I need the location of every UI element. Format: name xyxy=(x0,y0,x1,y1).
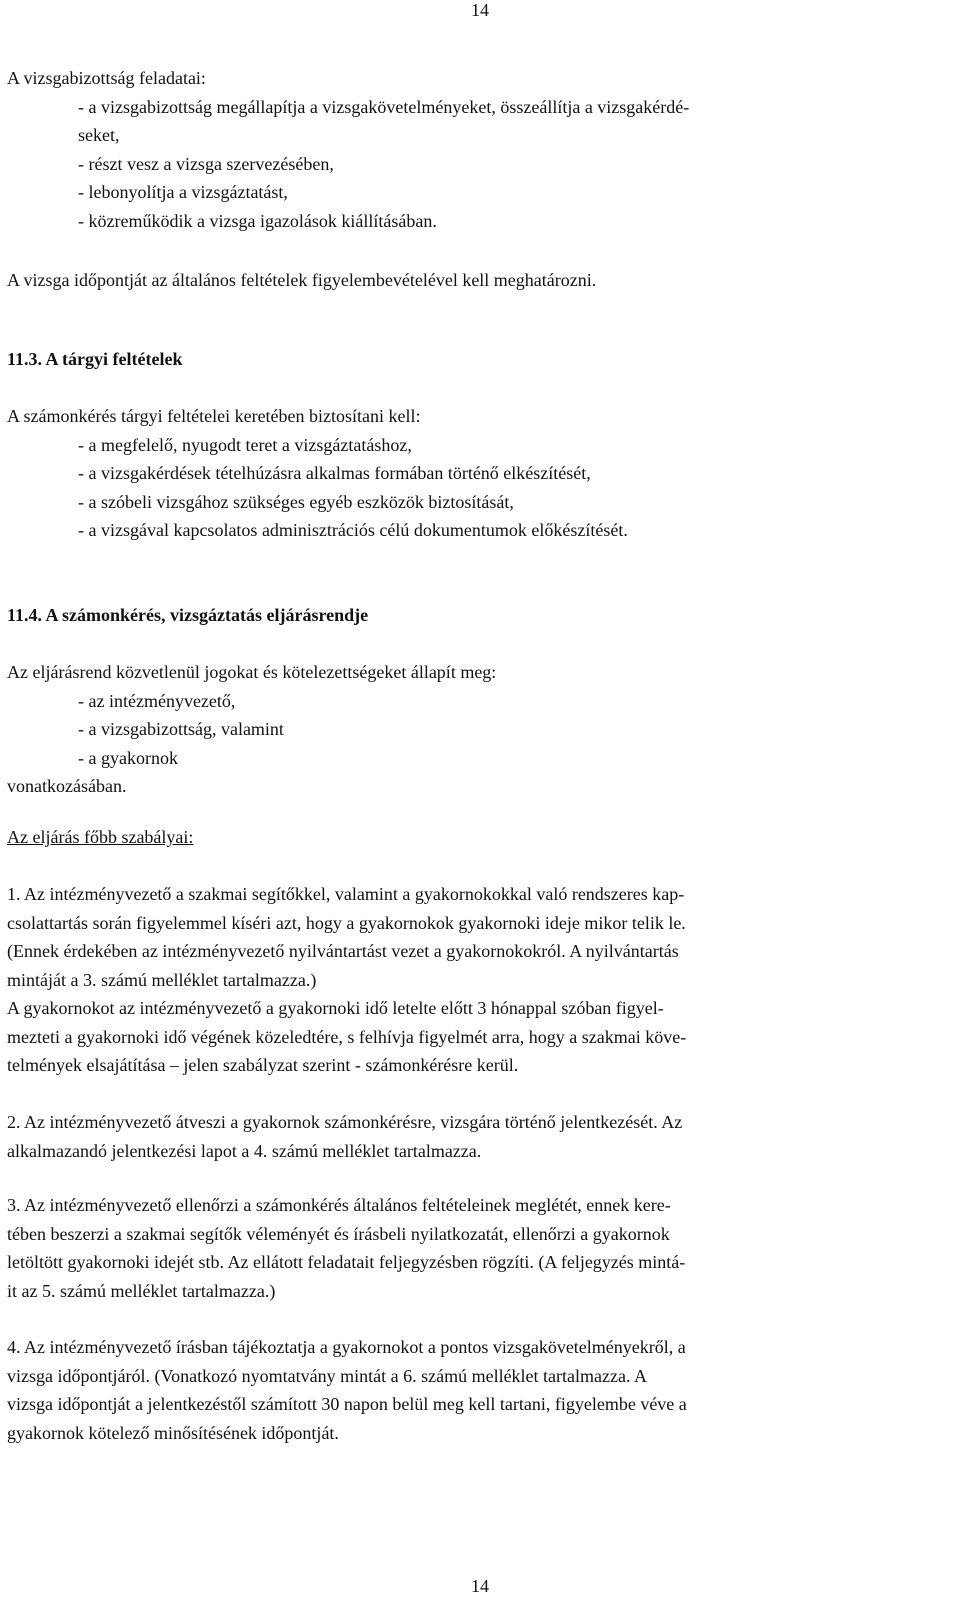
list-item: - a vizsgabizottság, valamint xyxy=(78,719,284,739)
list-item: - közreműködik a vizsga igazolások kiállításában. xyxy=(78,210,437,231)
committee-tasks xyxy=(7,64,934,235)
page-number-bottom: 14 xyxy=(471,1576,489,1596)
section-11-4 xyxy=(7,601,934,630)
committee-heading: A vizsgabizottság feladatai: xyxy=(7,68,206,88)
rule-line: telmények elsajátítása – jelen szabályzat szerint - számonkérésre kerül. xyxy=(7,1055,519,1075)
section-title: 11.4. A számonkérés, vizsgáztatás eljárásrendje xyxy=(7,605,369,625)
rule-3 xyxy=(7,1191,934,1305)
section-11-3 xyxy=(7,345,934,374)
section-11-3-body xyxy=(7,402,934,545)
rule-line: 3. Az intézményvezető ellenőrzi a számonkérés általános feltételeinek meglétét, ennek kere- xyxy=(7,1195,671,1215)
rules-heading: Az eljárás főbb szabályai: xyxy=(7,827,194,847)
rule-line: csolattartás során figyelemmel kíséri azt, hogy a gyakornokok gyakornoki ideje mikor telik le. xyxy=(7,912,686,933)
rule-line: (Ennek érdekében az intézményvezető nyilvántartást vezet a gyakornokokról. A nyilvántartás xyxy=(7,941,679,961)
rule-line: 1. Az intézményvezető a szakmai segítőkkel, valamint a gyakornokokkal való rendszeres kap- xyxy=(7,884,685,904)
rule-1 xyxy=(7,880,934,1080)
rule-line: vizsga időpontjáról. (Vonatkozó nyomtatvány mintát a 6. számú melléklet tartalmazza. A xyxy=(7,1365,647,1386)
section-11-4-body xyxy=(7,658,934,801)
rule-line: letöltött gyakornoki idejét stb. Az ellátott feladatait feljegyzésben rögzíti. (A feljegyzés mintá- xyxy=(7,1252,686,1272)
section-title: 11.3. A tárgyi feltételek xyxy=(7,349,183,369)
list-item: - részt vesz a vizsga szervezésében, xyxy=(78,153,334,174)
list-item: - lebonyolítja a vizsgáztatást, xyxy=(78,182,288,202)
rule-4 xyxy=(7,1333,934,1447)
date-sentence: A vizsga időpontját az általános feltételek figyelembevételével kell meghatározni. xyxy=(7,270,597,290)
section-outro: vonatkozásában. xyxy=(7,776,127,796)
list-item: - a szóbeli vizsgához szükséges egyéb eszközök biztosítását, xyxy=(78,491,514,512)
exam-date-paragraph xyxy=(7,266,934,295)
list-item: - az intézményvezető, xyxy=(78,690,236,711)
list-item: seket, xyxy=(78,125,120,145)
section-intro: Az eljárásrend közvetlenül jogokat és kötelezettségeket állapít meg: xyxy=(7,662,497,682)
rule-line: 4. Az intézményvezető írásban tájékoztatja a gyakornokot a pontos vizsgakövetelményekről, a xyxy=(7,1337,686,1357)
section-intro: A számonkérés tárgyi feltételei keretében biztosítani kell: xyxy=(7,406,421,426)
rule-line: mintáját a 3. számú melléklet tartalmazza.) xyxy=(7,969,317,990)
list-item: - a vizsgával kapcsolatos adminisztrációs célú dokumentumok előkészítését. xyxy=(78,520,628,540)
rule-line: 2. Az intézményvezető átveszi a gyakornok számonkérésre, vizsgára történő jelentkezését. Az xyxy=(7,1112,683,1132)
rule-line: gyakornok kötelező minősítésének időpontját. xyxy=(7,1422,339,1443)
rule-line: vizsga időpontját a jelentkezéstől számított 30 napon belül meg kell tartani, figyelembe véve a xyxy=(7,1394,687,1414)
rule-line: it az 5. számú melléklet tartalmazza.) xyxy=(7,1280,276,1301)
rules-heading-block xyxy=(7,823,934,852)
page-number-top: 14 xyxy=(471,0,489,20)
rule-line: tében beszerzi a szakmai segítők véleményét és írásbeli nyilatkozatát, ellenőrzi a gyakornok xyxy=(7,1223,670,1244)
rule-line: alkalmazandó jelentkezési lapot a 4. számú melléklet tartalmazza. xyxy=(7,1140,482,1161)
list-item: - a vizsgabizottság megállapítja a vizsgakövetelményeket, összeállítja a vizsgakérdé- xyxy=(78,96,690,117)
list-item: - a gyakornok xyxy=(78,747,178,768)
rule-line: A gyakornokot az intézményvezető a gyakornoki idő letelte előtt 3 hónappal szóban figyel- xyxy=(7,998,664,1018)
list-item: - a megfelelő, nyugodt teret a vizsgáztatáshoz, xyxy=(78,434,412,455)
list-item: - a vizsgakérdések tételhúzásra alkalmas formában történő elkészítését, xyxy=(78,463,591,483)
rule-2 xyxy=(7,1108,934,1165)
rule-line: mezteti a gyakornoki idő végének közeledtére, s felhívja figyelmét arra, hogy a szakmai köve- xyxy=(7,1026,687,1047)
